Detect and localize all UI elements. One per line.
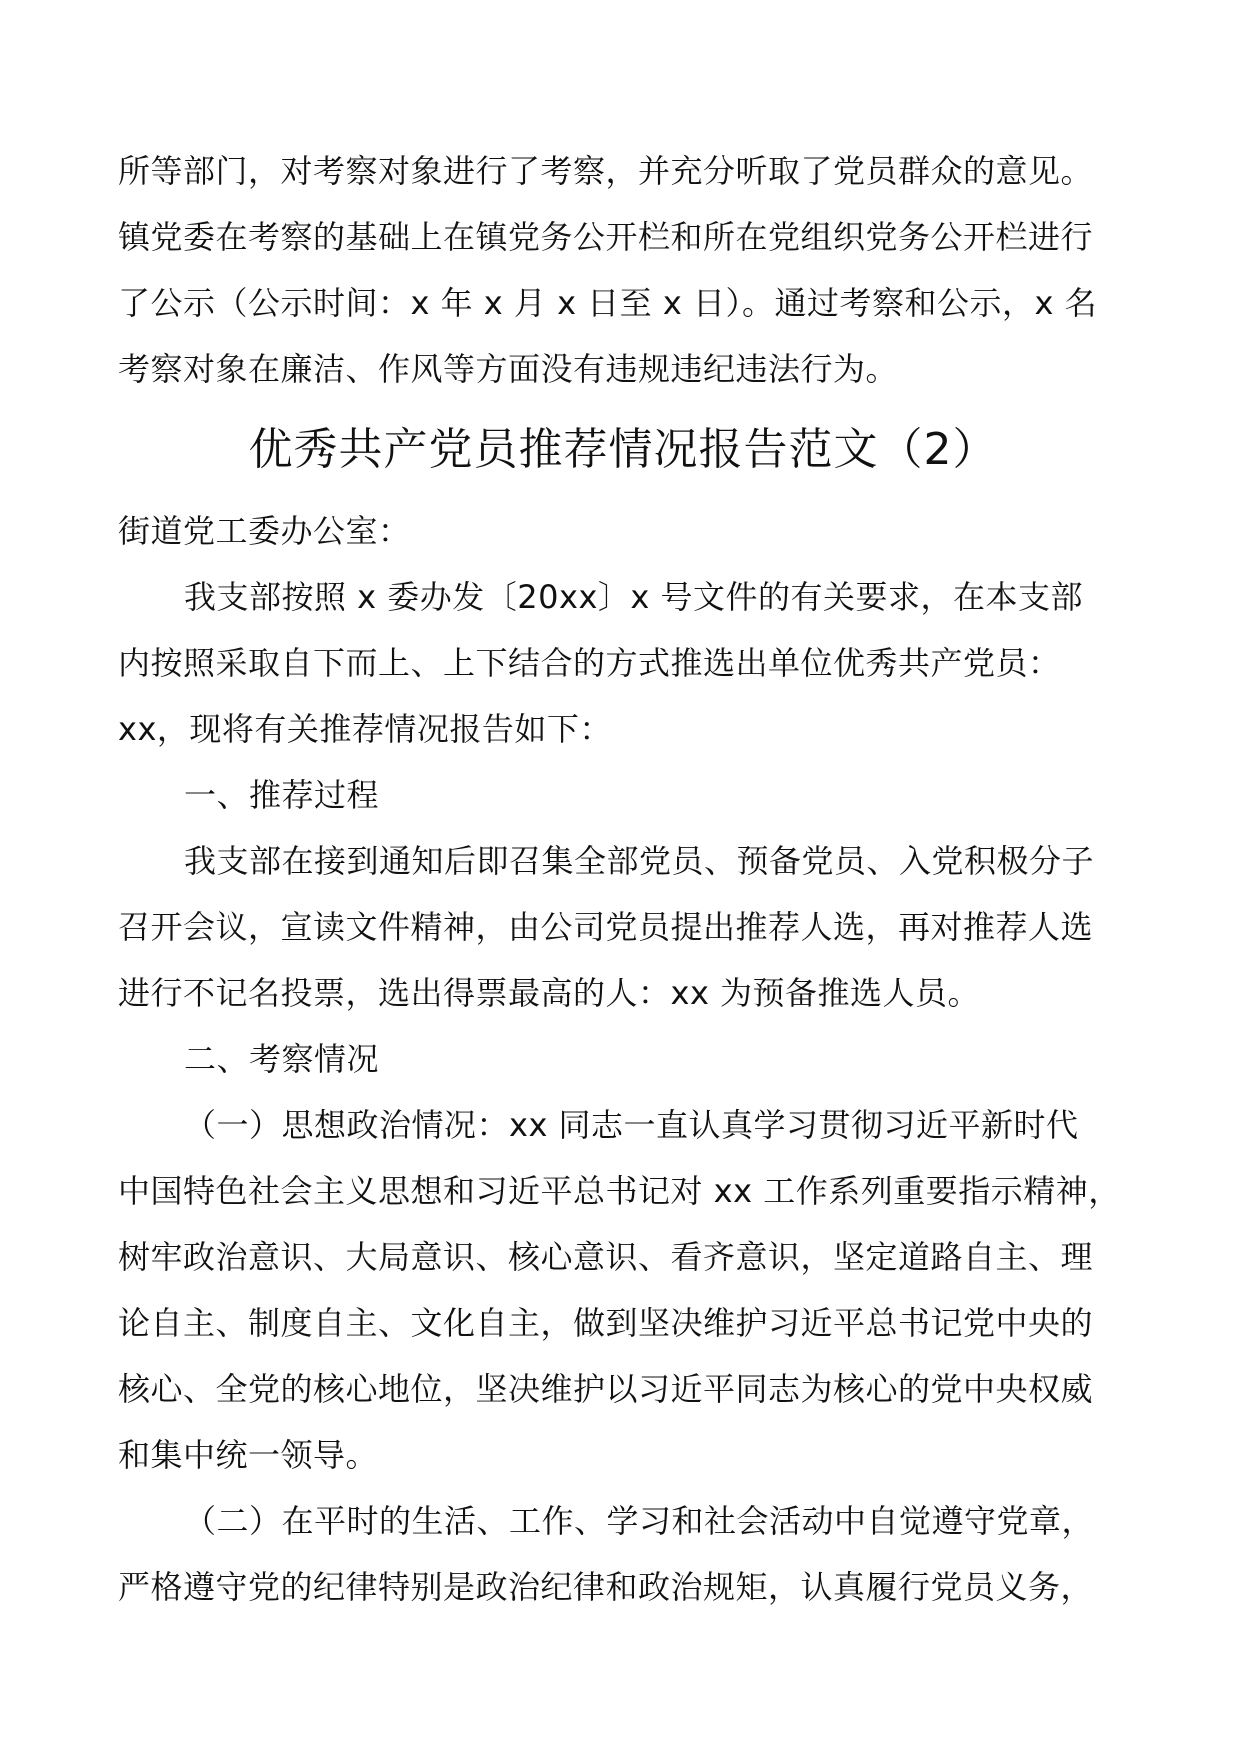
text-line: 进行不记名投票，选出得票最高的人：xx 为预备推选人员。 <box>118 974 981 1012</box>
section-heading-inspection: 二、考察情况 <box>184 1040 380 1078</box>
text-line: 和集中统一领导。 <box>118 1436 379 1474</box>
text-line: 中国特色社会主义思想和习近平总书记对 xx 工作系列重要指示精神， <box>118 1172 1121 1210</box>
subsection1-paragraph <box>118 1092 1128 1488</box>
text-line: 树牢政治意识、大局意识、核心意识、看齐意识，坚定道路自主、理 <box>118 1238 1094 1276</box>
text-line: 我支部在接到通知后即召集全部党员、预备党员、入党积极分子 <box>184 842 1095 880</box>
text-line: 了公示（公示时间：x 年 x 月 x 日至 x 日）。通过考察和公示，x 名 <box>118 284 1098 322</box>
text-line: 召开会议，宣读文件精神，由公司党员提出推荐人选，再对推荐人选 <box>118 908 1094 946</box>
text-line: 严格遵守党的纪律特别是政治纪律和政治规矩，认真履行党员义务， <box>118 1568 1094 1606</box>
top-paragraph <box>118 138 1128 402</box>
text-line: 所等部门，对考察对象进行了考察，并充分听取了党员群众的意见。 <box>118 152 1094 190</box>
text-line: 内按照采取自下而上、上下结合的方式推选出单位优秀共产党员： <box>118 644 1061 682</box>
intro-paragraph <box>118 564 1128 762</box>
document-body <box>118 138 1128 1620</box>
text-line: xx，现将有关推荐情况报告如下： <box>118 710 612 748</box>
text-line: （二）在平时的生活、工作、学习和社会活动中自觉遵守党章， <box>184 1502 1095 1540</box>
section1-paragraph <box>118 828 1128 1026</box>
text-line: 我支部按照 x 委办发〔20xx〕x 号文件的有关要求，在本支部 <box>184 578 1083 616</box>
text-line: 核心、全党的核心地位，坚决维护以习近平同志为核心的党中央权威 <box>118 1370 1094 1408</box>
text-line: （一）思想政治情况：xx 同志一直认真学习贯彻习近平新时代 <box>184 1106 1079 1144</box>
text-line: 考察对象在廉洁、作风等方面没有违规违纪违法行为。 <box>118 350 899 388</box>
text-line: 论自主、制度自主、文化自主，做到坚决维护习近平总书记党中央的 <box>118 1304 1094 1342</box>
subsection2-paragraph <box>118 1488 1128 1620</box>
document-title: 优秀共产党员推荐情况报告范文（2） <box>248 424 998 475</box>
text-line: 镇党委在考察的基础上在镇党务公开栏和所在党组织党务公开栏进行 <box>118 218 1094 256</box>
section-heading-recommendation-process: 一、推荐过程 <box>184 776 380 814</box>
salutation: 街道党工委办公室： <box>118 512 411 550</box>
